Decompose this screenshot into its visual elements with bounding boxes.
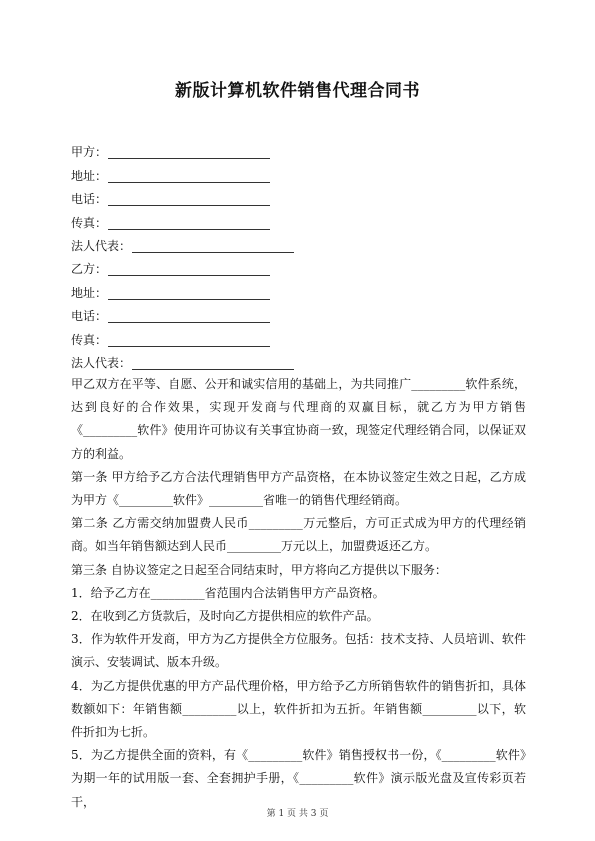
field-label: 法人代表：	[71, 355, 132, 370]
paragraph-article-1: 第一条 甲方给予乙方合法代理销售甲方产品资格，在本协议签定生效之日起，乙方成为甲方《_________软件》_________省唯一的销售代理经销商。	[71, 469, 526, 508]
paragraph-article-3: 第三条 自协议签定之日起至合同结束时，甲方将向乙方提供以下服务：	[71, 562, 447, 577]
field-label: 乙方：	[71, 262, 108, 277]
field-fax-b	[71, 326, 294, 349]
field-phone-b	[71, 303, 294, 326]
field-label: 地址：	[71, 168, 108, 183]
blank-line	[108, 332, 270, 347]
blank-line	[108, 144, 270, 159]
field-legal-rep-b	[71, 350, 294, 373]
page-number: 第 1 页 共 3 页	[266, 809, 329, 819]
field-legal-rep-a	[71, 233, 294, 256]
field-label: 传真：	[71, 215, 108, 230]
paragraph-article-2: 第二条 乙方需交纳加盟费人民币_________万元整后，方可正式成为甲方的代理经销商。如当年销售额达到人民币_________万元以上，加盟费返还乙方。	[71, 516, 526, 554]
blank-line	[108, 168, 270, 183]
field-label: 电话：	[71, 309, 108, 324]
field-label: 法人代表：	[71, 238, 132, 253]
document-title: 新版计算机软件销售代理合同书	[175, 81, 420, 101]
blank-line	[132, 238, 294, 253]
party-info-fields	[71, 139, 294, 373]
field-label: 甲方：	[71, 145, 108, 160]
field-party-b	[71, 256, 294, 279]
field-fax-a	[71, 209, 294, 232]
paragraph-item-2: 2．在收到乙方货款后，及时向乙方提供相应的软件产品。	[71, 609, 379, 624]
field-party-a	[71, 139, 294, 162]
field-label: 电话：	[71, 192, 108, 207]
paragraph-item-5: 5．为乙方提供全面的资料，有《_________软件》销售授权书一份，《_________软件》为期一年的试用版一套、全套拥护手册，《_________软件》演示版光盘及宣传彩页若干，	[71, 748, 526, 809]
field-address-b	[71, 279, 294, 302]
field-label: 传真：	[71, 332, 108, 347]
paragraph-item-4: 4．为乙方提供优惠的甲方产品代理价格，甲方给予乙方所销售软件的销售折扣，具体数额如下：年销售额_________以上，软件折扣为五折。年销售额_________以下，软件折扣为七折。	[71, 678, 526, 740]
blank-line	[108, 285, 270, 300]
paragraph-item-3: 3．作为软件开发商，甲方为乙方提供全方位服务。包括：技术支持、人员培训、软件演示、安装调试、版本升级。	[71, 632, 526, 670]
paragraph-item-1: 1．给予乙方在_________省范围内合法销售甲方产品资格。	[71, 585, 385, 600]
blank-line	[108, 308, 270, 323]
blank-line	[108, 261, 270, 276]
blank-line	[108, 215, 270, 230]
blank-line	[132, 355, 294, 370]
field-label: 地址：	[71, 285, 108, 300]
field-address-a	[71, 162, 294, 185]
field-phone-a	[71, 186, 294, 209]
paragraph-preamble: 甲乙双方在平等、自愿、公开和诚实信用的基础上，为共同推广_________软件系统，达到良好的合作效果，实现开发商与代理商的双赢目标，就乙方为甲方销售《_________软件》使用许可协议有关事宜协商一致，现签定代理经销合同，以保证双方的利益。	[71, 377, 526, 461]
blank-line	[108, 191, 270, 206]
contract-body	[71, 373, 526, 814]
